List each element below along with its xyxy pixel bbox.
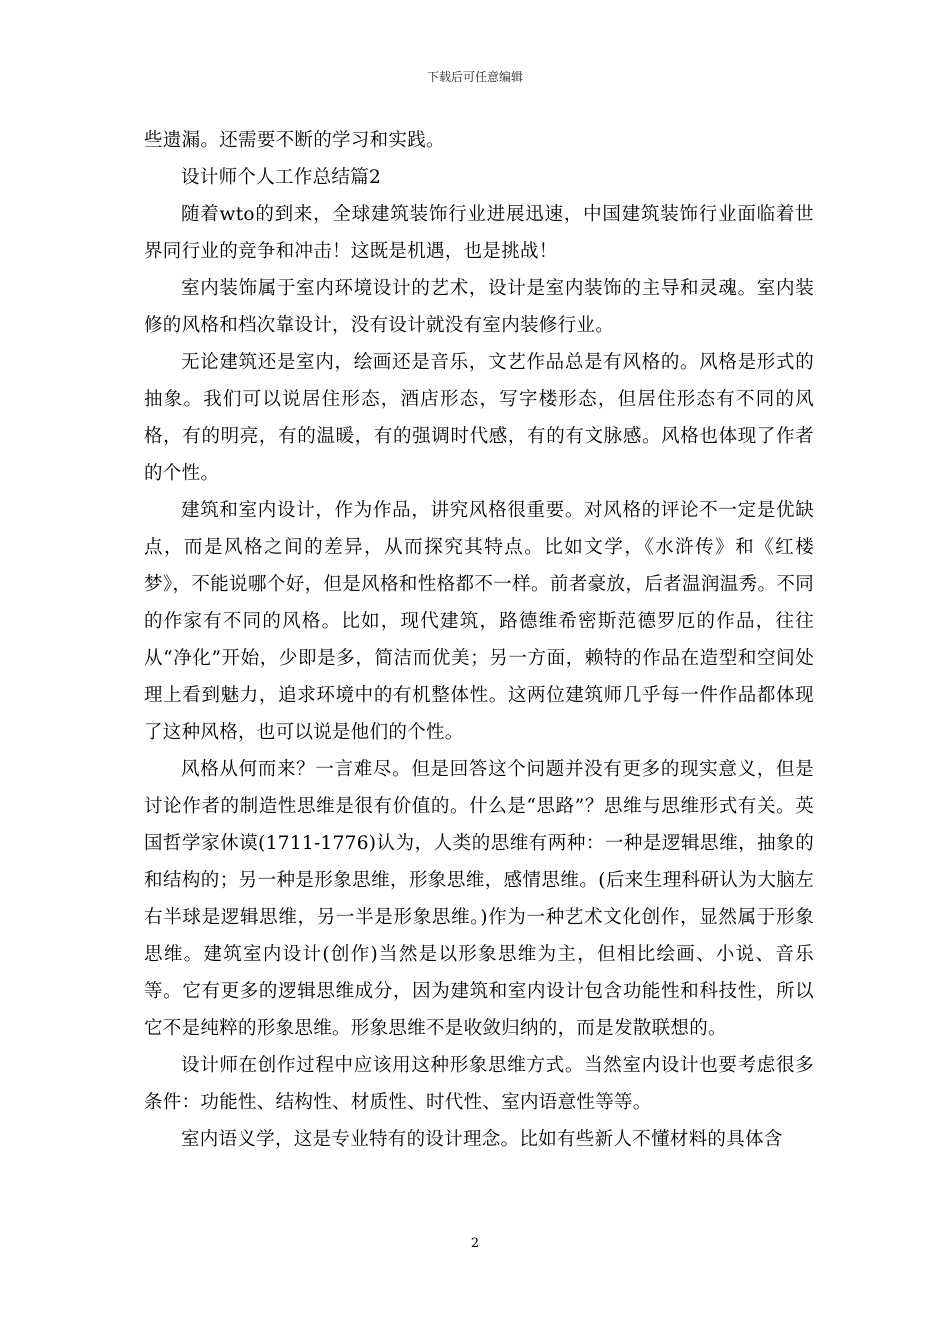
paragraph: 设计师在创作过程中应该用这种形象思维方式。当然室内设计也要考虑很多条件：功能性、结构性、材质性、时代性、室内语意性等等。	[144, 1055, 814, 1113]
paragraph: 风格从何而来？一言难尽。但是回答这个问题并没有更多的现实意义，但是讨论作者的制造性思维是很有价值的。什么是“思路”？思维与思维形式有关。英国哲学家休谟(1711-1776)认为，人类的思维有两种：一种是逻辑思维，抽象的和结构的；另一种是形象思维，形象思维，感情思维。(后来生理科研认为大脑左右半球是逻辑思维，另一半是形象思维。)作为一种艺术文化创作，显然属于形象思维。建筑室内设计(创作)当然是以形象思维为主，但相比绘画、小说、音乐等。它有更多的逻辑思维成分，因为建筑和室内设计包含功能性和科技性，所以它不是纯粹的形象思维。形象思维不是收敛归纳的，而是发散联想的。	[144, 759, 814, 1039]
page-number: 2	[470, 1236, 480, 1251]
document-body	[144, 122, 814, 1158]
paragraph: 随着wto的到来，全球建筑装饰行业进展迅速，中国建筑装饰行业面临着世界同行业的竞争和冲击！这既是机遇，也是挑战！	[144, 204, 814, 262]
section-heading: 设计师个人工作总结篇2	[181, 167, 382, 188]
paragraph: 室内装饰属于室内环境设计的艺术，设计是室内装饰的主导和灵魂。室内装修的风格和档次靠设计，没有设计就没有室内装修行业。	[144, 278, 814, 336]
paragraph: 无论建筑还是室内，绘画还是音乐，文艺作品总是有风格的。风格是形式的抽象。我们可以说居住形态，酒店形态，写字楼形态，但居住形态有不同的风格，有的明亮，有的温暖，有的强调时代感，有的有文脉感。风格也体现了作者的个性。	[144, 352, 814, 484]
paragraph: 些遗漏。还需要不断的学习和实践。	[144, 130, 445, 151]
paragraph: 建筑和室内设计，作为作品，讲究风格很重要。对风格的评论不一定是优缺点，而是风格之间的差异，从而探究其特点。比如文学，《水浒传》和《红楼梦》，不能说哪个好，但是风格和性格都不一样。前者豪放，后者温润温秀。不同的作家有不同的风格。比如，现代建筑，路德维希密斯范德罗厄的作品，往往从“净化”开始，少即是多，简洁而优美；另一方面，赖特的作品在造型和空间处理上看到魅力，追求环境中的有机整体性。这两位建筑师几乎每一件作品都体现了这种风格，也可以说是他们的个性。	[144, 500, 814, 743]
paragraph: 室内语义学，这是专业特有的设计理念。比如有些新人不懂材料的具体含	[181, 1129, 783, 1150]
page-header: 下载后可任意编辑	[426, 70, 523, 84]
